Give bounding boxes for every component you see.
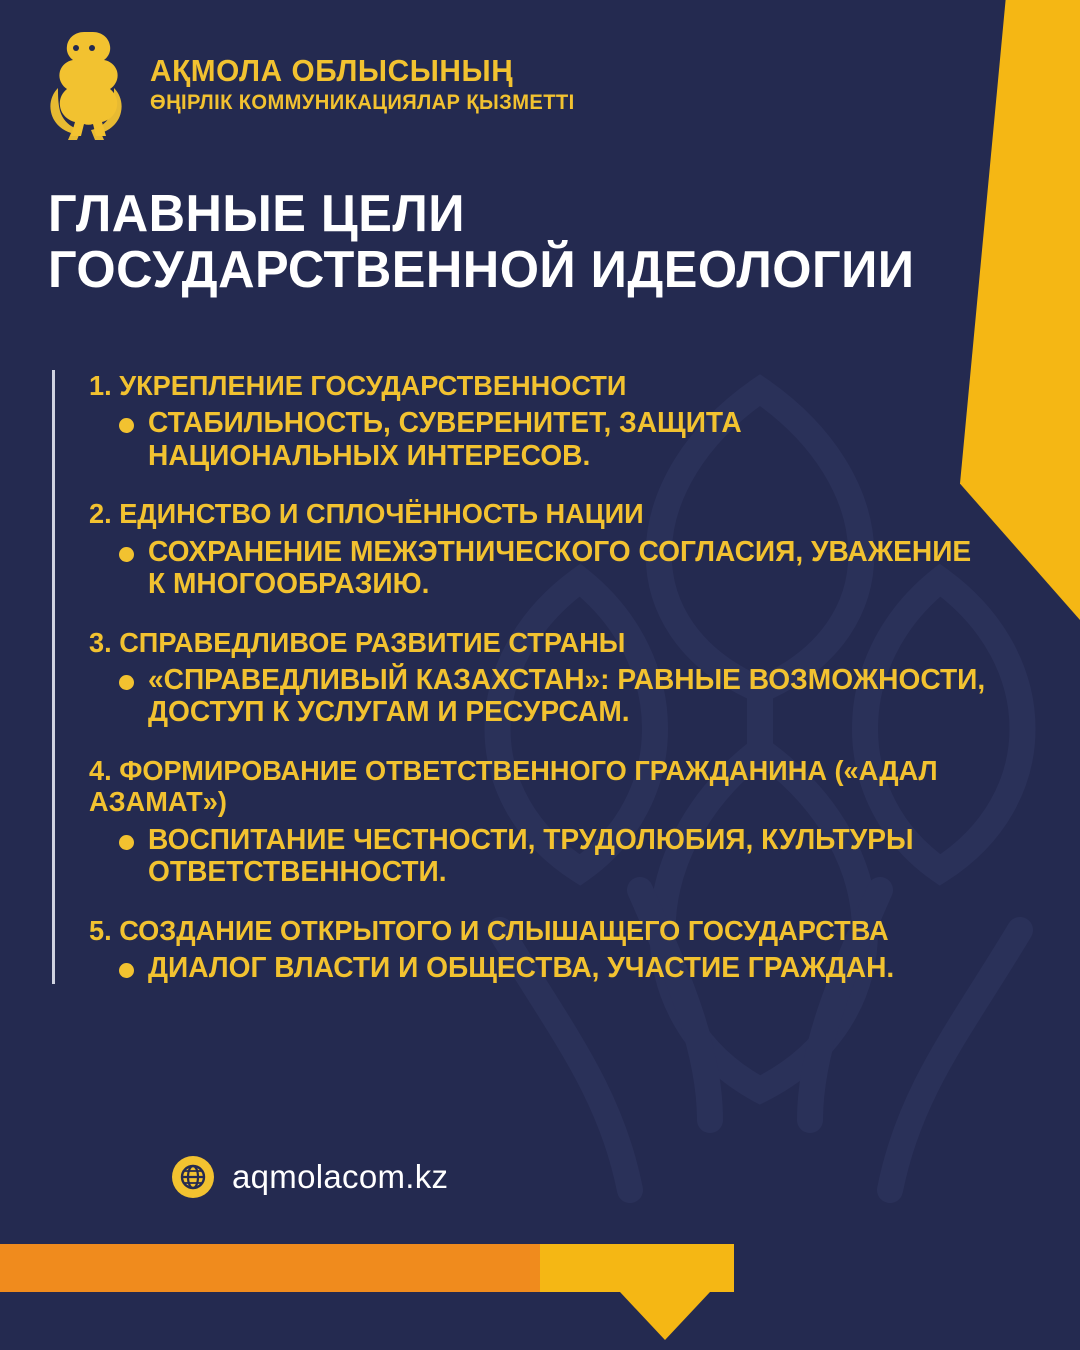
goal-item bbox=[89, 627, 1012, 729]
bullet-dot-icon bbox=[119, 418, 134, 433]
goal-heading: 4. ФОРМИРОВАНИЕ ОТВЕТСТВЕННОГО ГРАЖДАНИНА («АДАЛ АЗАМАТ») bbox=[89, 754, 938, 818]
goals-list bbox=[52, 370, 1012, 984]
goal-detail-text: ВОСПИТАНИЕ ЧЕСТНОСТИ, ТРУДОЛЮБИЯ, КУЛЬТУРЫ ОТВЕТСТВЕННОСТИ. bbox=[148, 823, 914, 889]
brand-header bbox=[40, 28, 592, 140]
goal-item bbox=[89, 498, 1012, 600]
heraldic-lion-logo-icon bbox=[40, 28, 132, 140]
goal-heading: 5. СОЗДАНИЕ ОТКРЫТОГО И СЛЫШАЩЕГО ГОСУДАРСТВА bbox=[89, 914, 889, 946]
strip-navy bbox=[734, 1244, 1080, 1292]
goal-detail-text: СОХРАНЕНИЕ МЕЖЭТНИЧЕСКОГО СОГЛАСИЯ, УВАЖЕНИЕ К МНОГООБРАЗИЮ. bbox=[148, 535, 972, 601]
bullet-dot-icon bbox=[119, 547, 134, 562]
goal-heading: 3. СПРАВЕДЛИВОЕ РАЗВИТИЕ СТРАНЫ bbox=[89, 626, 626, 658]
strip-gold bbox=[540, 1244, 734, 1292]
website-footer[interactable] bbox=[172, 1156, 448, 1198]
goal-heading: 1. УКРЕПЛЕНИЕ ГОСУДАРСТВЕННОСТИ bbox=[89, 370, 627, 401]
goal-heading: 2. ЕДИНСТВО И СПЛОЧЁННОСТЬ НАЦИИ bbox=[89, 498, 644, 530]
bullet-dot-icon bbox=[119, 675, 134, 690]
bottom-bar bbox=[0, 1292, 1080, 1350]
brand-line-1: АҚМОЛА ОБЛЫСЫНЫҢ bbox=[150, 53, 514, 88]
brand-line-2: ӨҢІРЛІК КОММУНИКАЦИЯЛАР ҚЫЗМЕТТІ bbox=[150, 91, 575, 114]
goal-detail-row bbox=[89, 664, 1012, 729]
goal-detail-row bbox=[89, 824, 1012, 889]
brand-text bbox=[150, 55, 592, 113]
bullet-dot-icon bbox=[119, 963, 134, 978]
goal-detail-text: ДИАЛОГ ВЛАСТИ И ОБЩЕСТВА, УЧАСТИЕ ГРАЖДАН. bbox=[148, 951, 895, 984]
goal-item bbox=[89, 755, 1012, 889]
goal-item bbox=[89, 370, 1012, 472]
bullet-dot-icon bbox=[119, 835, 134, 850]
page-title: ГЛАВНЫЕ ЦЕЛИ ГОСУДАРСТВЕННОЙ ИДЕОЛОГИИ bbox=[48, 185, 915, 300]
website-url[interactable]: aqmolacom.kz bbox=[232, 1158, 449, 1195]
bottom-color-strip bbox=[0, 1244, 1080, 1292]
goal-detail-text: «СПРАВЕДЛИВЫЙ КАЗАХСТАН»: РАВНЫЕ ВОЗМОЖНОСТИ, ДОСТУП К УСЛУГАМ И РЕСУРСАМ. bbox=[148, 663, 986, 729]
goal-detail-row bbox=[89, 952, 1012, 984]
goal-detail-row bbox=[89, 536, 1012, 601]
globe-icon bbox=[172, 1156, 214, 1198]
goal-item bbox=[89, 915, 1012, 985]
goal-detail-row bbox=[89, 407, 1012, 472]
goal-detail-text: СТАБИЛЬНОСТЬ, СУВЕРЕНИТЕТ, ЗАЩИТА НАЦИОНАЛЬНЫХ ИНТЕРЕСОВ. bbox=[148, 407, 742, 472]
strip-orange bbox=[0, 1244, 540, 1292]
